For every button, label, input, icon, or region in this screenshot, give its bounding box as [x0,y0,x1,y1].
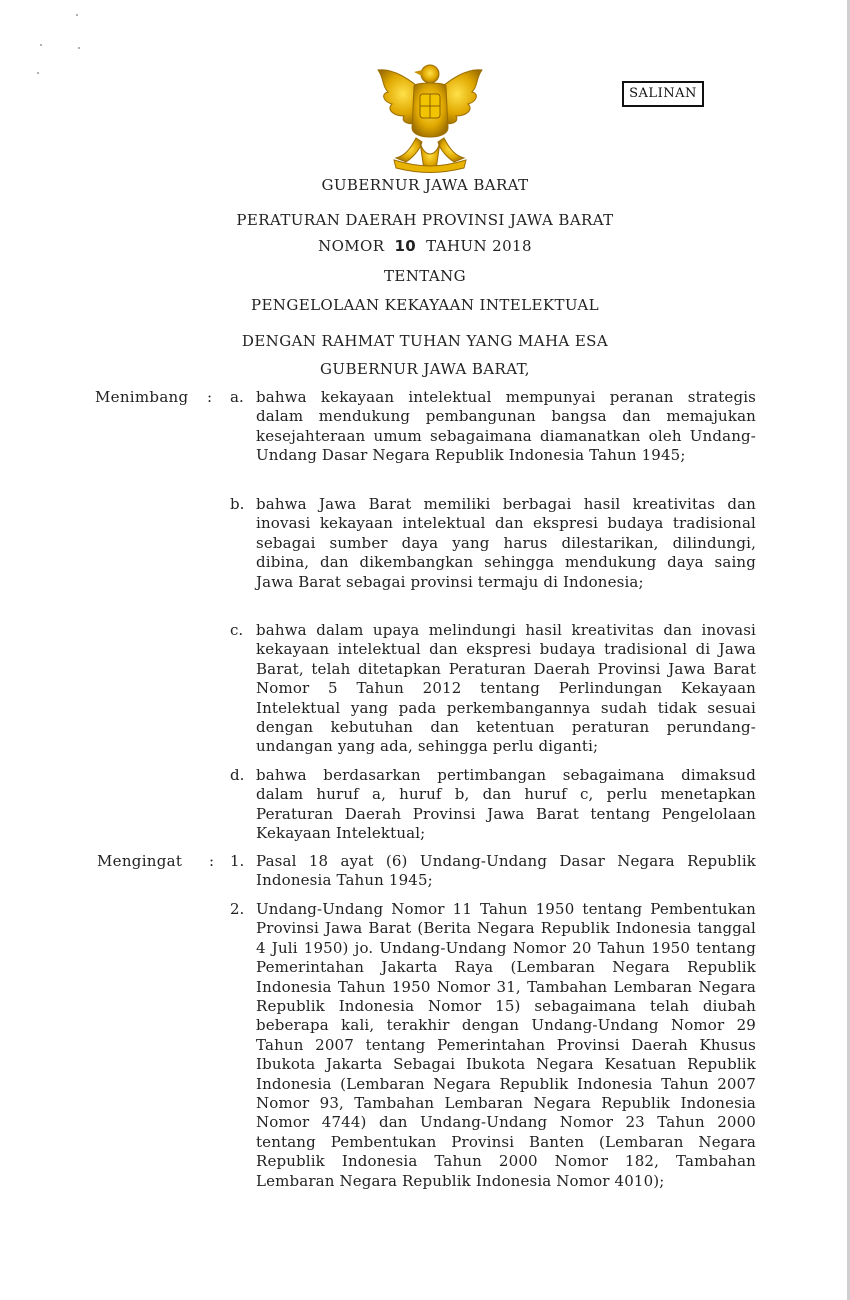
menimbang-marker-c: c. [230,621,244,639]
menimbang-marker-b: b. [230,495,245,513]
menimbang-item-d: bahwa berdasarkan pertimbangan sebagaimana dimaksud dalam huruf a, huruf b, dan huruf c, perlu menetapkan Peraturan Daerah Provinsi Jawa Barat tentang Pengelolaan Kekayaan Intelektual; [256,766,756,843]
nomor-prefix: NOMOR [318,237,385,255]
mengingat-marker-2: 2. [230,900,245,918]
governor-heading: GUBERNUR JAWA BARAT [321,176,529,194]
mengingat-colon: : [209,852,215,870]
regulation-subject: PENGELOLAAN KEKAYAAN INTELEKTUAL [250,296,600,314]
tentang-heading: TENTANG [383,267,466,285]
menimbang-marker-d: d. [230,766,245,784]
regulation-number [0,237,850,255]
invocation-line: DENGAN RAHMAT TUHAN YANG MAHA ESA [241,332,609,350]
mengingat-item-1: Pasal 18 ayat (6) Undang-Undang Dasar Negara Republik Indonesia Tahun 1945; [256,852,756,890]
menimbang-item-b: bahwa Jawa Barat memiliki berbagai hasil kreativitas dan inovasi kekayaan intelektual dan ekspresi budaya tradisional sebagai sumber daya yang harus dilestarikan, dilindungi, dibina, dan dikembangkan sehingga mendukung daya saing Jawa Barat sebagai provinsi termaju di Indonesia; [256,495,756,591]
regulation-title: PERATURAN DAERAH PROVINSI JAWA BARAT [236,211,614,229]
menimbang-item-c: bahwa dalam upaya melindungi hasil kreativitas dan inovasi kekayaan intelektual dan ekspresi budaya tradisional di Jawa Barat, telah ditetapkan Peraturan Daerah Provinsi Jawa Barat Nomor 5 Tahun 2012 tentang Perlindungan Kekayaan Intelektual yang pada perkembangannya sudah tidak sesuai dengan kebutuhan dan ketentuan peraturan perundang-undangan yang ada, sehingga perlu diganti; [256,621,756,756]
scan-speck [78,47,80,49]
menimbang-marker-a: a. [230,388,244,406]
salinan-stamp: SALINAN [622,81,704,107]
mengingat-marker-1: 1. [230,852,245,870]
scan-speck [37,72,39,74]
scan-speck [76,14,78,16]
garuda-emblem-icon [370,58,490,176]
nomor-value: 10 [394,237,417,255]
governor-signatory-line: GUBERNUR JAWA BARAT, [320,360,530,378]
menimbang-colon: : [207,388,213,406]
menimbang-label: Menimbang [95,388,189,406]
mengingat-item-2: Undang-Undang Nomor 11 Tahun 1950 tentang Pembentukan Provinsi Jawa Barat (Berita Negara Republik Indonesia tanggal 4 Juli 1950) jo. Undang-Undang Nomor 20 Tahun 1950 tentang Pemerintahan Jakarta Raya (Lembaran Negara Republik Indonesia Tahun 1950 Nomor 31, Tambahan Lembaran Negara Republik Indonesia Nomor 15) sebagaimana telah diubah beberapa kali, terakhir dengan Undang-Undang Nomor 29 Tahun 2007 tentang Pemerintahan Provinsi Daerah Khusus Ibukota Jakarta Sebagai Ibukota Negara Kesatuan Republik Indonesia (Lembaran Negara Republik Indonesia Tahun 2007 Nomor 93, Tambahan Lembaran Negara Republik Indonesia Nomor 4744) dan Undang-Undang Nomor 23 Tahun 2000 tentang Pembentukan Provinsi Banten (Lembaran Negara Republik Indonesia Tahun 2000 Nomor 182, Tambahan Lembaran Negara Republik Indonesia Nomor 4010); [256,900,756,1190]
menimbang-item-a: bahwa kekayaan intelektual mempunyai peranan strategis dalam mendukung pembangunan bangsa dan memajukan kesejahteraan umum sebagaimana diamanatkan oleh Undang-Undang Dasar Negara Republik Indonesia Tahun 1945; [256,388,756,465]
mengingat-label: Mengingat [97,852,183,870]
scan-speck [40,44,42,46]
nomor-suffix: TAHUN 2018 [426,237,532,255]
